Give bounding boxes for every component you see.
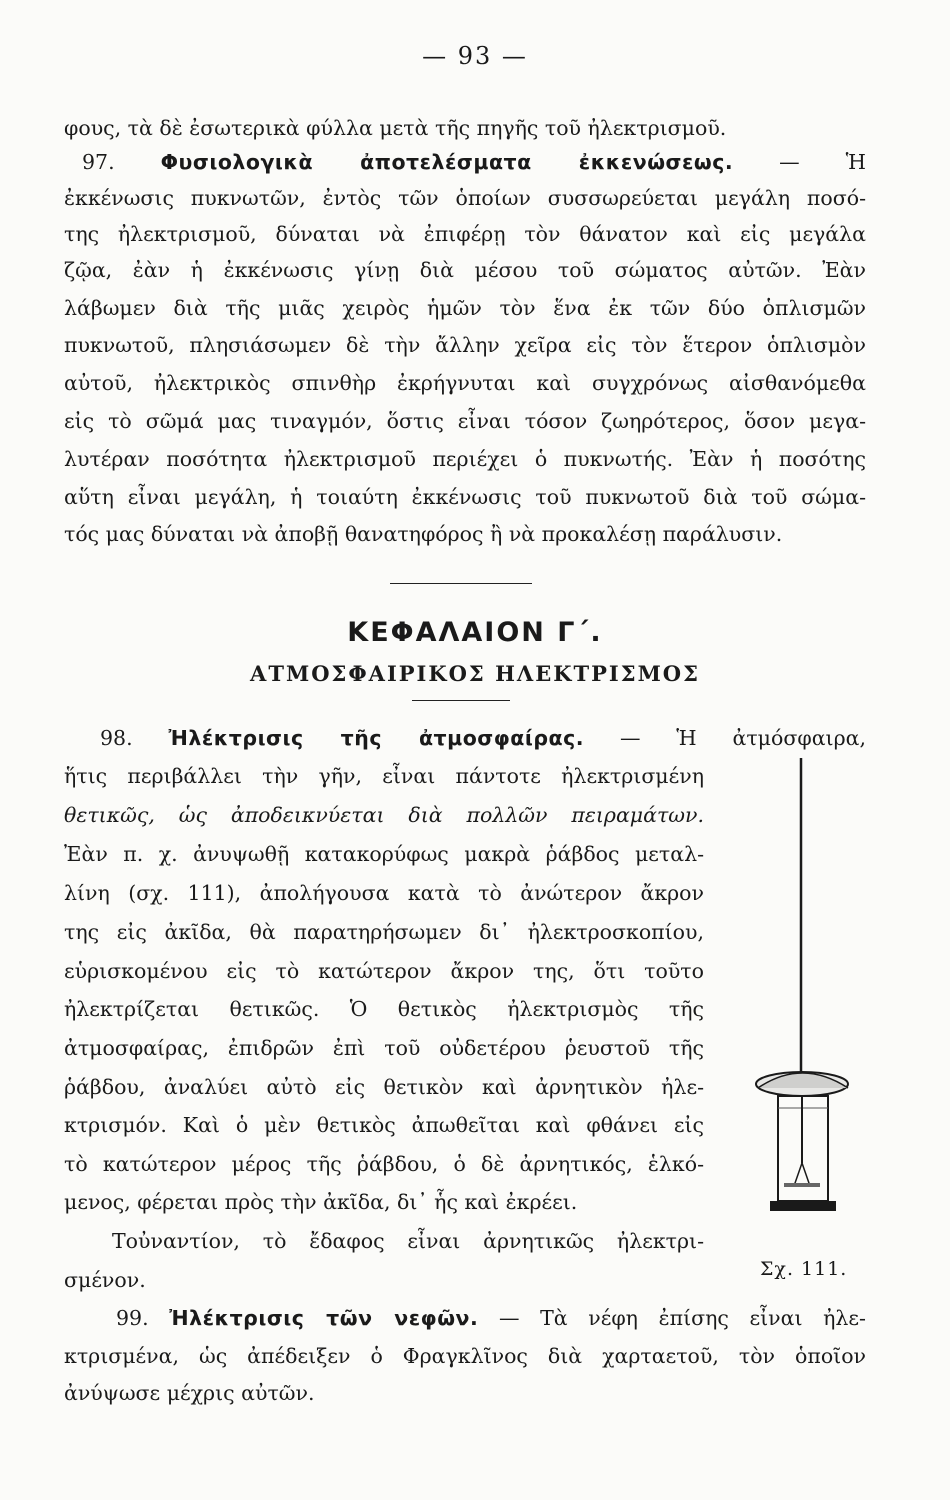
- section-number: 98.: [100, 726, 133, 750]
- body-line: κτρισμόν. Καὶ ὁ μὲν θετικὸς ἀπωθεῖται καὶ φθάνει εἰς: [64, 1113, 704, 1137]
- section-number: 99.: [116, 1306, 149, 1330]
- body-line: ἥτις περιβάλλει τὴν γῆν, εἶναι πάντοτε ἠλεκτρισμένη: [64, 764, 704, 788]
- body-line: εἰς τὸ σῶμά μας τιναγμόν, ὅστις εἶναι τόσον ζωηρότερος, ὅσον μεγα-: [64, 409, 866, 433]
- figure-caption: Σχ. 111.: [760, 1258, 848, 1280]
- section-98-heading: [100, 724, 866, 752]
- body-line: Τοὐναντίον, τὸ ἔδαφος εἶναι ἀρνητικῶς ἠλεκτρι-: [112, 1229, 704, 1253]
- body-line: κτρισμένα, ὡς ἀπέδειξεν ὁ Φραγκλῖνος διὰ χαρταετοῦ, τὸν ὁποῖον: [64, 1344, 866, 1368]
- body-line: ῥάβδου, ἀναλύει αὐτὸ εἰς θετικὸν καὶ ἀρνητικὸν ἠλε-: [64, 1075, 704, 1099]
- section-97-heading: [82, 148, 866, 176]
- body-line: θετικῶς, ὡς ἀποδεικνύεται διὰ πολλῶν πειραμάτων.: [64, 803, 704, 827]
- body-line: φους, τὰ δὲ ἐσωτερικὰ φύλλα μετὰ τῆς πηγῆς τοῦ ἠλεκτρισμοῦ.: [64, 116, 727, 140]
- divider-rule-short: [412, 700, 510, 701]
- body-line: σμένον.: [64, 1268, 146, 1292]
- section-title: Ἠλέκτρισις τῶν νεφῶν.: [169, 1306, 479, 1330]
- body-line: ζῷα, ἐὰν ἡ ἐκκένωσις γίνῃ διὰ μέσου τοῦ σώματος αὐτῶν. Ἐὰν: [64, 258, 866, 282]
- body-line: λίνη (σχ. 111), ἀπολήγουσα κατὰ τὸ ἀνώτερον ἄκρον: [64, 881, 704, 905]
- section-99-heading: [116, 1304, 866, 1332]
- chapter-title: ΚΕΦΑΛΑΙΟΝ Γ΄.: [347, 617, 603, 648]
- section-lead: — Ἡ ἀτμόσφαιρα,: [619, 726, 866, 750]
- section-lead: — Τὰ νέφη ἐπίσης εἶναι ἠλε-: [498, 1306, 866, 1330]
- body-line: πυκνωτοῦ, πλησιάσωμεν δὲ τὴν ἄλλην χεῖρα εἰς τὸν ἕτερον ὁπλισμὸν: [64, 333, 866, 357]
- body-line: της εἰς ἀκῖδα, θὰ παρατηρήσωμεν δι᾽ ἠλεκτροσκοπίου,: [64, 920, 704, 944]
- chapter-subtitle: ΑΤΜΟΣΦΑΙΡΙΚΟΣ ΗΛΕΚΤΡΙΣΜΟΣ: [250, 661, 700, 686]
- body-line: αὕτη εἶναι μεγάλη, ἡ τοιαύτη ἐκκένωσις τοῦ πυκνωτοῦ διὰ τοῦ σώμα-: [64, 485, 866, 509]
- body-line: ἐκκένωσις πυκνωτῶν, ἐντὸς τῶν ὁποίων συσσωρεύεται μεγάλη ποσό-: [64, 186, 866, 210]
- body-line: τός μας δύναται νὰ ἀποβῇ θανατηφόρος ἢ νὰ προκαλέσῃ παράλυσιν.: [64, 522, 783, 546]
- body-line: της ἠλεκτρισμοῦ, δύναται νὰ ἐπιφέρῃ τὸν θάνατον καὶ εἰς μεγάλα: [64, 222, 866, 246]
- section-lead: — Ἡ: [779, 150, 866, 174]
- body-line: μενος, φέρεται πρὸς τὴν ἀκῖδα, δι᾽ ἧς καὶ ἐκρέει.: [64, 1190, 578, 1214]
- body-line: λυτέραν ποσότητα ἠλεκτρισμοῦ περιέχει ὁ πυκνωτής. Ἐὰν ἡ ποσότης: [64, 447, 866, 471]
- body-line: ἀτμοσφαίρας, ἐπιδρῶν ἐπὶ τοῦ οὐδετέρου ῥευστοῦ τῆς: [64, 1036, 704, 1060]
- body-line: τὸ κατώτερον μέρος τῆς ῥάβδου, ὁ δὲ ἀρνητικός, ἑλκό-: [64, 1152, 704, 1176]
- page-number: — 93 —: [422, 42, 528, 70]
- body-line: λάβωμεν διὰ τῆς μιᾶς χειρὸς ἡμῶν τὸν ἕνα ἐκ τῶν δύο ὁπλισμῶν: [64, 296, 866, 320]
- section-number: 97.: [82, 150, 115, 174]
- divider-rule: [390, 583, 532, 584]
- body-line: αὐτοῦ, ἠλεκτρικὸς σπινθὴρ ἐκρήγνυται καὶ συγχρόνως αἰσθανόμεθα: [64, 371, 866, 395]
- section-title: Ἠλέκτρισις τῆς ἀτμοσφαίρας.: [168, 726, 585, 750]
- body-line: Ἐὰν π. χ. ἀνυψωθῇ κατακορύφως μακρὰ ῥάβδος μεταλ-: [64, 842, 704, 866]
- section-title: Φυσιολογικὰ ἀποτελέσματα ἐκκενώσεως.: [160, 150, 734, 174]
- body-line: εὑρισκομένου εἰς τὸ κατώτερον ἄκρον της, ὅτι τοῦτο: [64, 959, 704, 983]
- body-line: ἀνύψωσε μέχρις αὐτῶν.: [64, 1381, 315, 1405]
- figure-111-electroscope-rod: [748, 758, 868, 1238]
- body-line: ἠλεκτρίζεται θετικῶς. Ὁ θετικὸς ἠλεκτρισμὸς τῆς: [64, 997, 704, 1021]
